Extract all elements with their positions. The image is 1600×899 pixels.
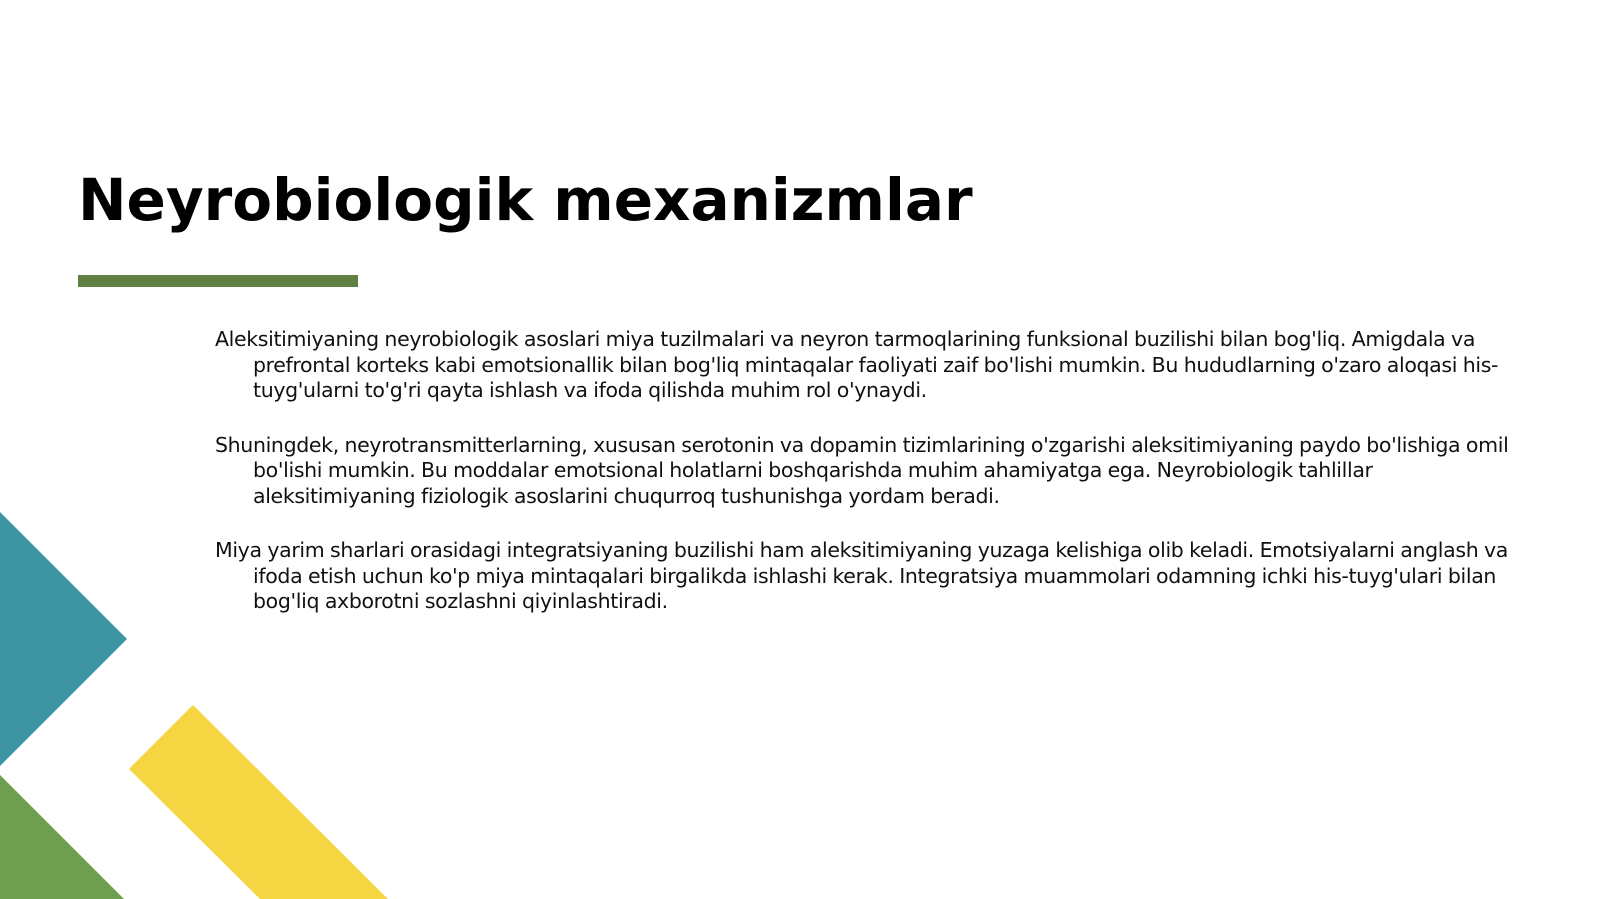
title-accent-bar [78,275,358,287]
slide-title: Neyrobiologik mexanizmlar [78,166,973,234]
teal-diamond-shape [0,512,127,766]
slide-body [215,327,1515,644]
green-triangle-shape [0,775,124,899]
body-paragraph: Miya yarim sharlari orasidagi integratsiyaning buzilishi ham aleksitimiyaning yuzaga kelishiga olib keladi. Emotsiyalarni anglash va ifoda etish uchun ko'p miya mintaqalari birgalikda ishlashi kerak. Integratsiya muammolari odamning ichki his-tuyg'ulari bilan bog'liq axborotni sozlashni qiyinlashtiradi. [215,538,1508,613]
yellow-stripe-shape [129,705,388,899]
body-paragraph: Aleksitimiyaning neyrobiologik asoslari miya tuzilmalari va neyron tarmoqlarining funksional buzilishi bilan bog'liq. Amigdala va prefrontal korteks kabi emotsionallik bilan bog'liq mintaqalar faoliyati zaif bo'lishi mumkin. Bu hududlarning o'zaro aloqasi his-tuyg'ularni to'g'ri qayta ishlash va ifoda qilishda muhim rol o'ynaydi. [215,327,1499,402]
body-paragraph: Shuningdek, neyrotransmitterlarning, xususan serotonin va dopamin tizimlarining o'zgarishi aleksitimiyaning paydo bo'lishiga omil bo'lishi mumkin. Bu moddalar emotsional holatlarni boshqarishda muhim ahamiyatga ega. Neyrobiologik tahlillar aleksitimiyaning fiziologik asoslarini chuqurroq tushunishga yordam beradi. [215,432,1509,508]
